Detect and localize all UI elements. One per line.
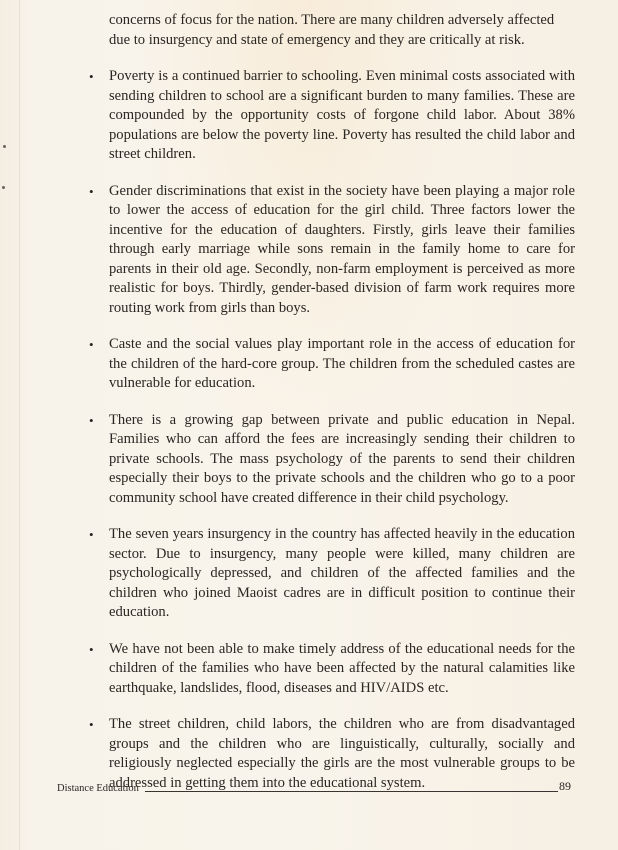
bullet-item-private-public-gap <box>89 411 575 509</box>
footer-label: Distance Education <box>57 783 139 794</box>
page-number: 89 <box>559 779 571 793</box>
scan-speck <box>2 186 5 189</box>
bullet-text: The street children, child labors, the children who are from disadvantaged groups and the children who are linguistically, culturally, socially and religiously neglected especially the girls are the most vulnerable groups to be addressed in getting them into the educational system. <box>109 716 575 791</box>
bullet-icon: • <box>89 69 94 84</box>
bullet-item-gender <box>89 182 575 319</box>
bullet-icon: • <box>89 337 94 352</box>
page-fold-line <box>19 0 20 850</box>
bullet-icon: • <box>89 183 94 199</box>
bullet-icon: • <box>89 641 94 657</box>
bullet-item-natural-calamities <box>89 640 575 699</box>
bullet-text: We have not been able to make timely address of the educational needs for the children of the families who have been affected by the natural calamities like earthquake, landslides, flood, diseases and HIV/AIDS etc. <box>109 640 575 696</box>
bullet-icon: • <box>89 527 94 542</box>
footer-rule <box>145 791 558 792</box>
bullet-item-insurgency <box>89 525 575 623</box>
bullet-text: There is a growing gap between private and public education in Nepal. Families who can afford the fees are increasingly sending their children to private schools. The mass psychology of the parents to send their children especially their boys to the private schools and the children who go to a poor community school have created difference in their child psychology. <box>109 411 575 506</box>
page-footer <box>57 779 571 794</box>
bullet-text: Poverty is a continued barrier to schooling. Even minimal costs associated with sending children to school are a significant burden to many families. These are compounded by the opportunity costs of forgone child labor. About 38% populations are below the poverty line. Poverty has resulted the child labor and street children. <box>109 68 575 162</box>
bullet-icon: • <box>89 412 94 428</box>
bullet-item-caste <box>89 335 575 394</box>
intro-paragraph: concerns of focus for the nation. There are many children adversely affected due to insurgency and state of emergency and they are critically at risk. <box>109 12 555 48</box>
bullet-icon: • <box>89 717 94 732</box>
bullet-text: Gender discriminations that exist in the society have been playing a major role to lower the access of education for the girl child. Three factors lower the incentive for the education of daughters. Firstly, girls leave their families through early marriage while sons remain in the family home to care for parents in their old age. Secondly, non-farm employment is perceived as more realistic for boys. Thirdly, gender-based division of farm work requires more routing work from girls than boys. <box>109 182 575 316</box>
bullet-text: The seven years insurgency in the country has affected heavily in the education sector. Due to insurgency, many people were killed, many children are psychologically depressed, and children of the affected families and the children who joined Maoist cadres are in difficult position to continue their education. <box>109 526 575 620</box>
scan-speck <box>3 145 6 148</box>
bullet-item-poverty <box>89 67 575 165</box>
bullet-text: Caste and the social values play important role in the access of education for the children of the hard-core group. The children from the scheduled castes are vulnerable for education. <box>109 336 575 391</box>
